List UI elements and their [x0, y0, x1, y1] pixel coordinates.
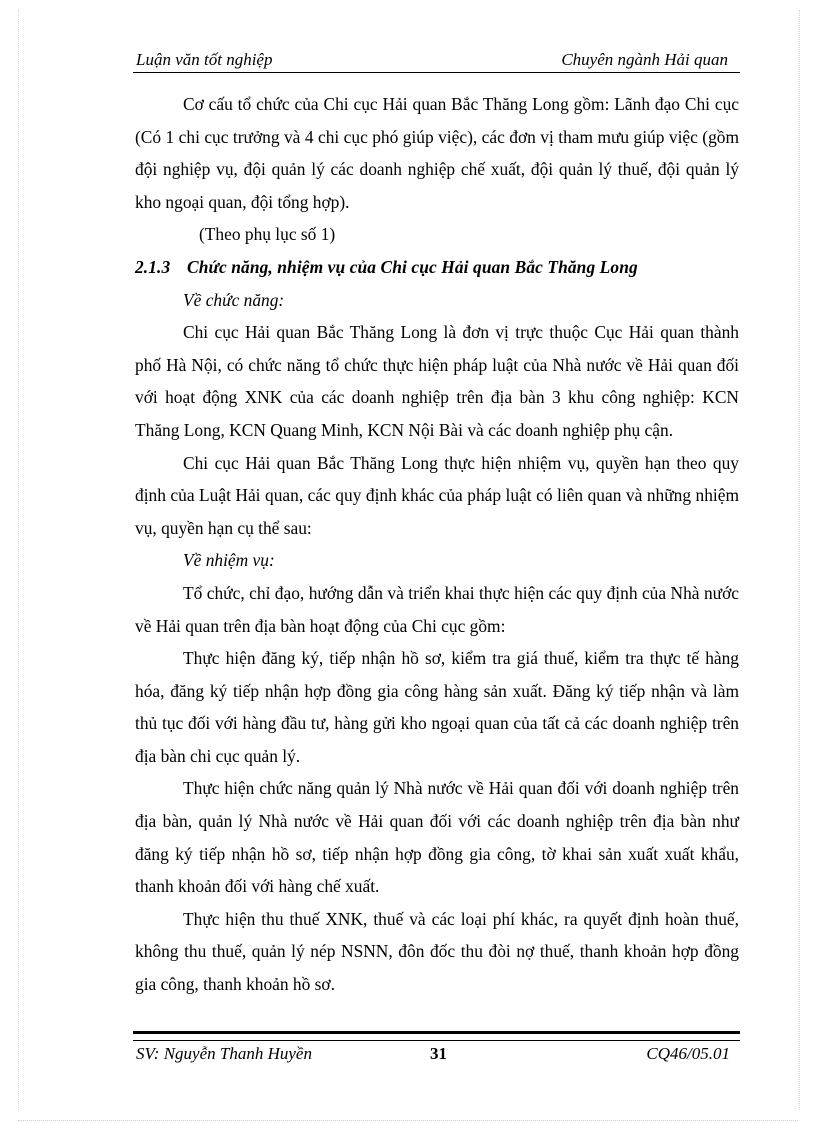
header-rule	[133, 72, 740, 73]
section-title: Chức năng, nhiệm vụ của Chi cục Hải quan Bắc Thăng Long	[187, 256, 638, 277]
footer-class-code: CQ46/05.01	[646, 1044, 730, 1063]
paragraph-duty-2: Thực hiện đăng ký, tiếp nhận hồ sơ, kiểm tra giá thuế, kiểm tra thực tế hàng hóa, đăng ký tiếp nhận hợp đồng gia công hàng sản xuất. Đăng ký tiếp nhận và làm thủ tục đối với hàng đầu tư, hàng gửi kho ngoại quan của tất cả các doanh nghiệp trên địa bàn chi cục quản lý.	[135, 648, 739, 766]
page-number: 31	[430, 1044, 447, 1063]
footer-rule	[133, 1031, 740, 1041]
paragraph-duty-1: Tổ chức, chỉ đạo, hướng dẫn và triển khai thực hiện các quy định của Nhà nước về Hải quan trên địa bàn hoạt động của Chi cục gồm:	[135, 582, 739, 636]
running-header	[133, 48, 740, 72]
subheading-function: Về chức năng:	[183, 289, 285, 310]
header-major-label: Chuyên ngành Hải quan	[561, 50, 728, 69]
paragraph-org-structure: Cơ cấu tổ chức của Chi cục Hải quan Bắc Thăng Long gồm: Lãnh đạo Chi cục (Có 1 chi cục trưởng và 4 chi cục phó giúp việc), các đơn vị tham mưu giúp việc (gồm đội nghiệp vụ, đội quản lý các doanh nghiệp chế xuất, đội quản lý thuế, đội quản lý kho ngoại quan, đội tổng hợp).	[135, 94, 739, 212]
paragraph-function: Chi cục Hải quan Bắc Thăng Long là đơn vị trực thuộc Cục Hải quan thành phố Hà Nội, có chức năng tổ chức thực hiện pháp luật của Nhà nước về Hải quan đối với hoạt động XNK của các doanh nghiệp trên địa bàn 3 khu công nghiệp: KCN Thăng Long, KCN Quang Minh, KCN Nội Bài và các doanh nghiệp phụ cận.	[135, 322, 739, 440]
paragraph-duty-4: Thực hiện thu thuế XNK, thuế và các loại phí khác, ra quyết định hoàn thuế, không thu thuế, quản lý nép NSNN, đôn đốc thu đòi nợ thuế, thanh khoản hợp đồng gia công, thanh khoản hồ sơ.	[135, 908, 739, 995]
subheading-duty: Về nhiệm vụ:	[183, 550, 275, 571]
header-thesis-label: Luận văn tốt nghiệp	[136, 50, 273, 69]
page-footer	[133, 1044, 740, 1066]
paragraph-duties-intro: Chi cục Hải quan Bắc Thăng Long thực hiện nhiệm vụ, quyền hạn theo quy định của Luật Hải quan, các quy định khác của pháp luật có liên quan và những nhiệm vụ, quyền hạn cụ thể sau:	[135, 452, 739, 538]
section-number: 2.1.3	[135, 256, 171, 277]
footer-student-name: SV: Nguyễn Thanh Huyền	[136, 1044, 312, 1063]
appendix-note: (Theo phụ lục số 1)	[199, 224, 336, 245]
document-body	[135, 88, 739, 1001]
page-edge	[18, 1120, 798, 1121]
paragraph-duty-3: Thực hiện chức năng quản lý Nhà nước về Hải quan đối với doanh nghiệp trên địa bàn, quản lý Nhà nước về Hải quan đối với các doanh nghiệp trên địa bàn như đăng ký tiếp nhận hồ sơ, tiếp nhận hợp đồng gia công, tờ khai sản xuất xuất khẩu, thanh khoản đối với hàng chế xuất.	[135, 778, 739, 897]
section-heading	[135, 251, 739, 284]
